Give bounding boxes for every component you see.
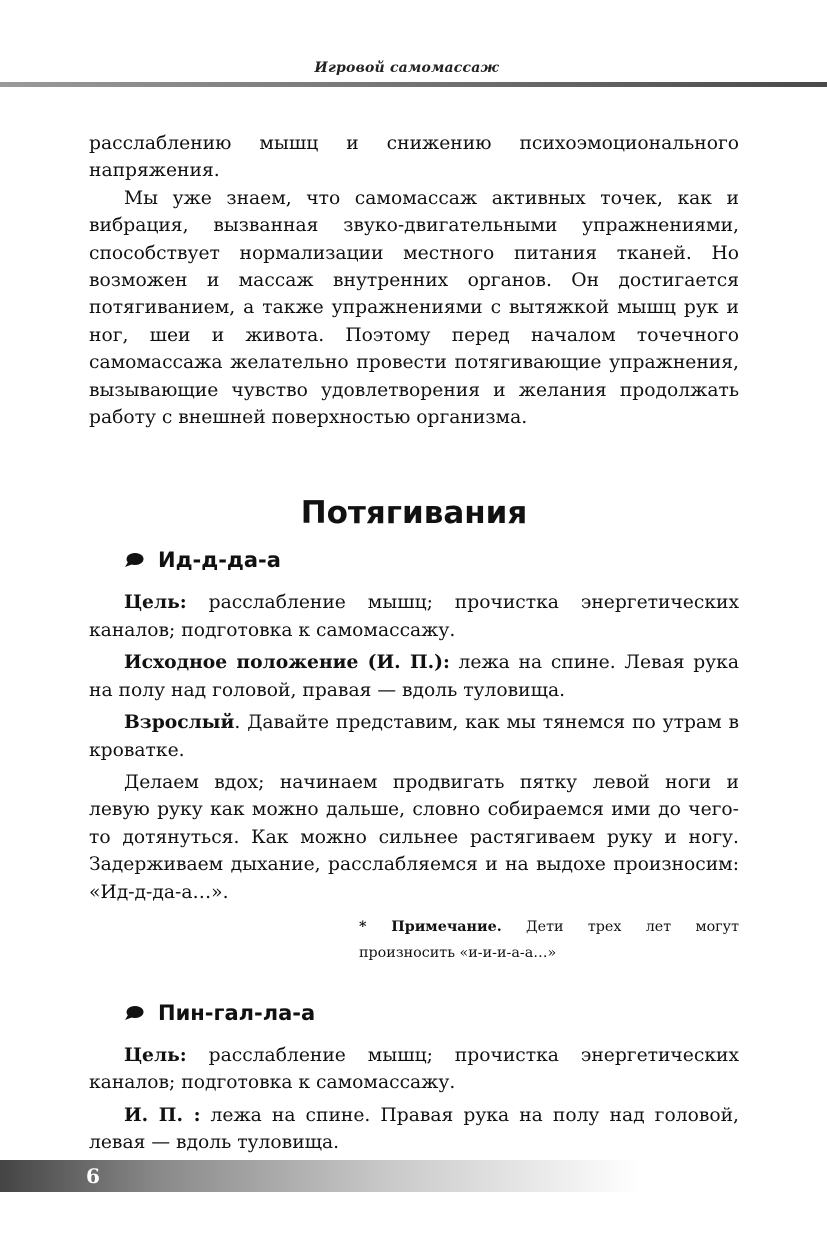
position-text: лежа на спине. Правая рука на полу над головой, левая — вдоль туловища.: [89, 1104, 739, 1154]
page-number: 6: [86, 1164, 100, 1188]
exercise-1-instructions: Делаем вдох; начинаем продвигать пятку левой ноги и левую руку как можно дальше, словно собираемся ими до чего-то дотянуться. Как можно сильнее растягиваем руку и ногу. Задерживаем дыхание, расслабляемся и на выдохе произносим: «Ид-д-да-а…».: [89, 771, 739, 903]
exercise-1-heading: [89, 545, 739, 575]
exercise-2-body: [89, 1042, 739, 1157]
goal-text: расслабление мышц; прочистка энергетических каналов; подготовка к самомассажу.: [89, 1044, 739, 1094]
adult-label: Взрослый: [124, 711, 235, 734]
goal-label: Цель:: [124, 1043, 187, 1066]
running-header: [0, 58, 827, 88]
exercise-1-body: [89, 589, 739, 965]
page-footer-bar: [0, 1160, 640, 1192]
section-title: Потягивания: [300, 495, 528, 532]
note-label: * Примечание.: [359, 918, 502, 935]
page-body: [89, 130, 739, 1157]
exercise-2-title: Пин-гал-ла-а: [158, 1000, 316, 1025]
goal-label: Цель:: [124, 591, 187, 614]
header-rule: [0, 82, 827, 87]
goal-text: расслабление мышц; прочистка энергетических каналов; подготовка к самомассажу.: [89, 592, 739, 641]
intro-paragraph-2: Мы уже знаем, что самомассаж активных точек, как и вибрация, вызванная звуко-двигательными упражнениями, способствует нормализации местного питания тканей. Но возможен и массаж внутренних органов. Он достигается потягиванием, а также упражнениями с вытяжкой мышц рук и ног, шеи и живота. Поэтому перед началом точечного самомассажа желательно провести потягивающие упражнения, вызывающие чувство удовлетворения и желания продолжать работу с внешней поверхностью организма.: [89, 187, 739, 429]
position-text: лежа на спине. Левая рука на полу над головой, правая — вдоль туловища.: [89, 652, 739, 701]
exercise-1-note: [359, 914, 739, 966]
position-label: И. П. :: [124, 1103, 201, 1126]
note-text: Дети трех лет могут произносить «и-и-и-а-а…»: [359, 918, 739, 961]
exercise-1-goal: [89, 589, 739, 644]
exercise-1-adult: [89, 709, 739, 764]
exercise-1-position: [89, 649, 739, 704]
running-title: Игровой самомассаж: [314, 60, 499, 76]
exercise-1-title: Ид-д-да-а: [158, 548, 281, 573]
exercise-2-heading: [89, 998, 739, 1028]
exercise-2-position: [89, 1102, 739, 1157]
position-label: Исходное положение (И. П.):: [124, 651, 450, 674]
adult-text: . Давайте представим, как мы тянемся по утрам в кроватке.: [89, 712, 739, 761]
speech-bubble-icon: [124, 1005, 144, 1021]
intro-paragraph-1: расслаблению мышц и снижению психоэмоционального напряжения.: [89, 133, 739, 182]
exercise-2-goal: [89, 1042, 739, 1097]
speech-bubble-icon: [124, 552, 144, 568]
